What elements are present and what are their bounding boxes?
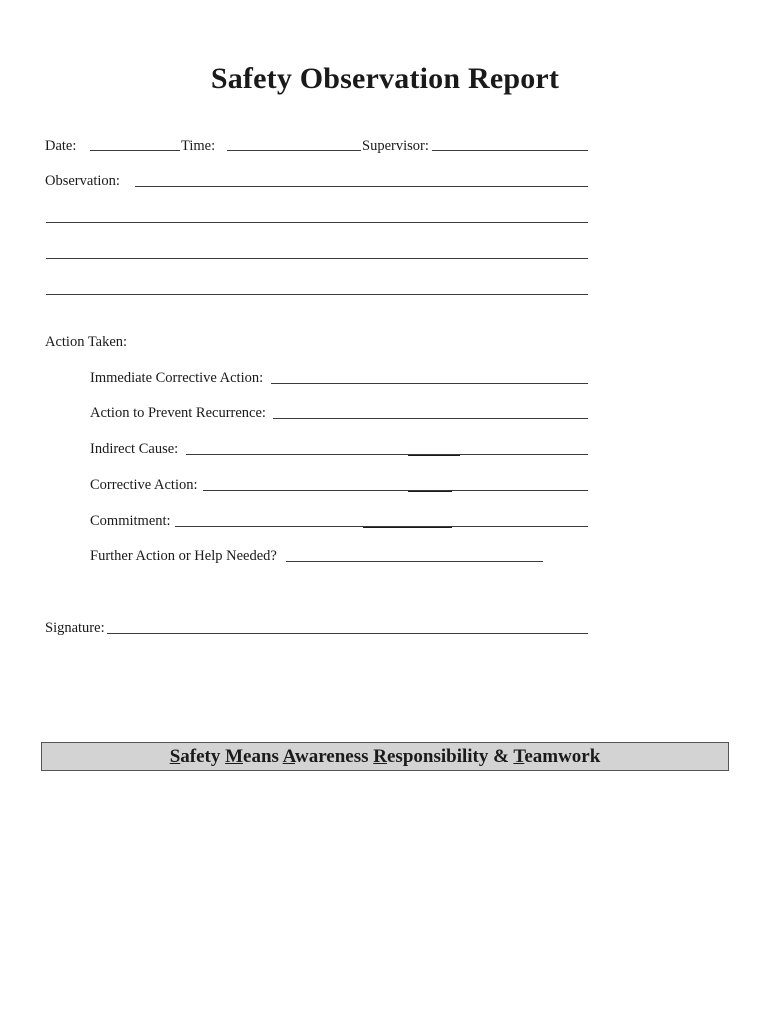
motto-responsibility-rest: esponsibility & bbox=[387, 746, 509, 767]
motto-s: S bbox=[169, 746, 181, 767]
observation-label: Observation: bbox=[45, 173, 120, 189]
further-action-label: Further Action or Help Needed? bbox=[90, 548, 277, 564]
observation-line-2[interactable] bbox=[46, 222, 588, 223]
motto-awareness-rest: wareness bbox=[294, 746, 369, 767]
commitment-label: Commitment: bbox=[90, 513, 171, 529]
prevent-recurrence-label: Action to Prevent Recurrence: bbox=[90, 405, 266, 421]
indirect-cause-underline-segment bbox=[408, 455, 460, 456]
signature-field[interactable] bbox=[107, 633, 588, 634]
motto-teamwork-rest: eamwork bbox=[524, 746, 601, 767]
observation-line-4[interactable] bbox=[46, 294, 588, 295]
page-title: Safety Observation Report bbox=[210, 62, 560, 95]
supervisor-label: Supervisor: bbox=[362, 138, 429, 154]
immediate-corrective-field[interactable] bbox=[271, 383, 588, 384]
time-field[interactable] bbox=[227, 150, 361, 151]
corrective-action-label: Corrective Action: bbox=[90, 477, 198, 493]
corrective-action-field[interactable] bbox=[203, 490, 588, 491]
motto-t: T bbox=[513, 746, 525, 767]
motto-r: R bbox=[373, 746, 387, 767]
signature-label: Signature: bbox=[45, 620, 105, 636]
indirect-cause-field[interactable] bbox=[186, 454, 588, 455]
action-taken-heading: Action Taken: bbox=[45, 334, 128, 350]
observation-field[interactable] bbox=[135, 186, 588, 187]
motto-means-rest: eans bbox=[243, 746, 279, 767]
supervisor-field[interactable] bbox=[432, 150, 588, 151]
corrective-action-underline-segment bbox=[408, 491, 452, 492]
immediate-corrective-label: Immediate Corrective Action: bbox=[90, 370, 264, 386]
indirect-cause-label: Indirect Cause: bbox=[90, 441, 179, 457]
date-label: Date: bbox=[45, 138, 77, 154]
motto-a: A bbox=[282, 746, 295, 767]
date-field[interactable] bbox=[90, 150, 180, 151]
further-action-field[interactable] bbox=[286, 561, 543, 562]
time-label: Time: bbox=[181, 138, 216, 154]
commitment-underline-segment bbox=[363, 527, 452, 528]
observation-line-3[interactable] bbox=[46, 258, 588, 259]
prevent-recurrence-field[interactable] bbox=[273, 418, 588, 419]
motto-m: M bbox=[225, 746, 244, 767]
safety-motto-banner bbox=[41, 742, 729, 771]
motto-safety-rest: afety bbox=[180, 746, 221, 767]
